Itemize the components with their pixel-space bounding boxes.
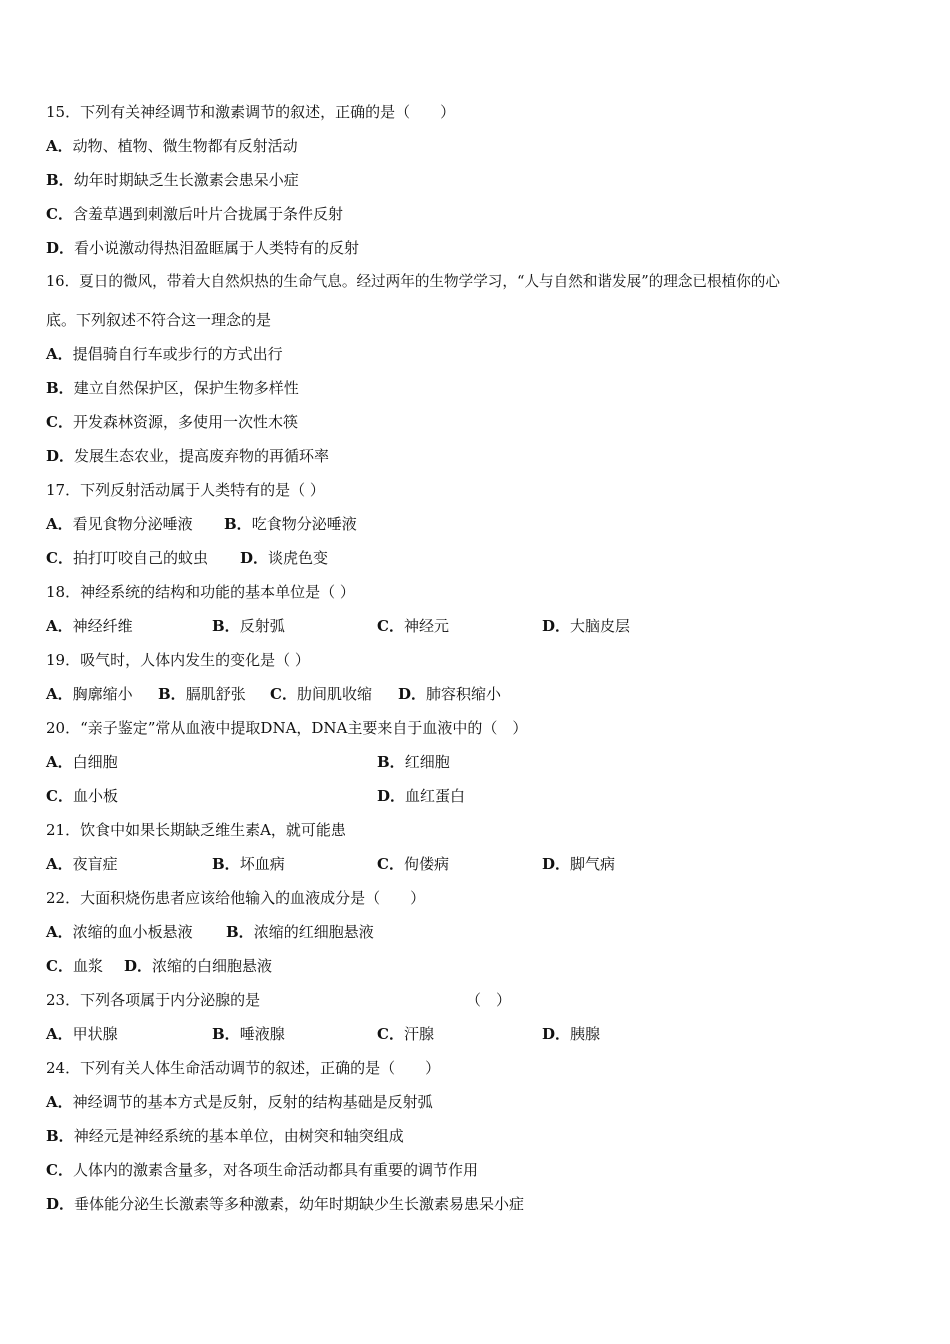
option-text: 血小板 — [72, 787, 118, 805]
option-text: 垂体能分泌生长激素等多种激素，幼年时期缺少生长激素易患呆小症 — [74, 1195, 525, 1213]
question-22-options-row-1 — [46, 922, 926, 942]
option-label: B． — [46, 1127, 74, 1145]
option-label: A． — [46, 617, 73, 635]
option-text: 开发森林资源，多使用一次性木筷 — [72, 413, 298, 431]
question-19-stem: 19．吸气时，人体内发生的变化是（ ） — [46, 651, 310, 669]
option-label: B． — [46, 379, 74, 397]
option-label: C． — [377, 855, 404, 873]
option-text: 红细胞 — [404, 753, 450, 771]
option-label: C． — [46, 957, 73, 975]
option-label: B． — [158, 685, 186, 703]
question-16-stem: 16．夏日的微风，带着大自然炽热的生命气息。经过两年的生物学学习，“人与自然和谐发展”的理念已根植你的心 — [46, 273, 780, 290]
question-19-options — [46, 684, 926, 704]
question-17-options-row-2 — [46, 548, 926, 568]
question-15-stem: 15．下列有关神经调节和激素调节的叙述，正确的是（ ） — [46, 103, 456, 121]
question-16-stem-continued: 底。下列叙述不符合这一理念的是 — [46, 311, 272, 329]
question-20-stem: 20．“亲子鉴定”常从血液中提取DNA，DNA主要来自于血液中的（ ） — [46, 719, 528, 737]
option-text: 夜盲症 — [72, 855, 118, 873]
option-text: 肺容积缩小 — [426, 685, 502, 703]
question-17-options-row-1 — [46, 514, 926, 534]
option-text: 血浆 — [72, 957, 103, 975]
option-label: B． — [46, 171, 74, 189]
option-text: 胰腺 — [570, 1025, 601, 1043]
option-text: 反射弧 — [239, 617, 285, 635]
option-text: 幼年时期缺乏生长激素会患呆小症 — [73, 171, 299, 189]
option-label: C． — [377, 617, 404, 635]
option-text: 神经元 — [403, 617, 449, 635]
question-16-option-b — [46, 378, 299, 398]
option-label: D． — [542, 1025, 571, 1043]
option-text: 大脑皮层 — [570, 617, 631, 635]
option-text: 白细胞 — [72, 753, 118, 771]
option-label: D． — [124, 957, 153, 975]
option-text: 胸廓缩小 — [72, 685, 133, 703]
question-16-option-c — [46, 412, 298, 432]
option-text: 建立自然保护区，保护生物多样性 — [73, 379, 299, 397]
option-label: A． — [46, 1025, 73, 1043]
option-text: 人体内的激素含量多，对各项生命活动都具有重要的调节作用 — [72, 1161, 478, 1179]
option-label: D． — [46, 447, 75, 465]
question-17-stem: 17．下列反射活动属于人类特有的是（ ） — [46, 481, 325, 499]
option-label: C． — [46, 205, 73, 223]
question-20-options-row-2 — [46, 786, 926, 806]
option-text: 坏血病 — [239, 855, 285, 873]
option-text: 神经元是神经系统的基本单位，由树突和轴突组成 — [73, 1127, 404, 1145]
option-label: A． — [46, 345, 73, 363]
question-24-option-a — [46, 1092, 433, 1112]
option-text: 看见食物分泌唾液 — [72, 515, 193, 533]
question-24-option-c — [46, 1160, 478, 1180]
option-label: D． — [46, 239, 75, 257]
question-16-option-a — [46, 344, 283, 364]
answer-bracket: （ ） — [466, 991, 512, 1009]
option-label: C． — [46, 1161, 73, 1179]
option-text: 吃食物分泌唾液 — [251, 515, 357, 533]
option-label: B． — [226, 923, 254, 941]
option-text: 提倡骑自行车或步行的方式出行 — [72, 345, 283, 363]
question-15-option-c — [46, 204, 343, 224]
question-22-options-row-2 — [46, 956, 926, 976]
option-text: 谈虎色变 — [268, 549, 329, 567]
option-text: 含羞草遇到刺激后叶片合拢属于条件反射 — [72, 205, 343, 223]
option-label: C． — [377, 1025, 404, 1043]
question-18-stem: 18．神经系统的结构和功能的基本单位是（ ） — [46, 583, 355, 601]
option-text: 神经调节的基本方式是反射，反射的结构基础是反射弧 — [72, 1093, 433, 1111]
option-text: 神经纤维 — [72, 617, 133, 635]
question-24-stem: 24．下列有关人体生命活动调节的叙述，正确的是（ ） — [46, 1059, 441, 1077]
option-label: A． — [46, 137, 73, 155]
question-15-option-d — [46, 238, 359, 258]
option-text: 汗腺 — [403, 1025, 434, 1043]
option-label: C． — [46, 549, 73, 567]
question-21-stem: 21．饮食中如果长期缺乏维生素A，就可能患 — [46, 821, 346, 839]
option-label: A． — [46, 685, 73, 703]
option-label: C． — [46, 413, 73, 431]
question-24-option-d — [46, 1194, 524, 1214]
option-text: 发展生态农业，提高废弃物的再循环率 — [74, 447, 330, 465]
option-label: A． — [46, 855, 73, 873]
option-text: 拍打叮咬自己的蚊虫 — [72, 549, 208, 567]
option-text: 唾液腺 — [239, 1025, 285, 1043]
option-label: D． — [542, 617, 571, 635]
option-text: 脚气病 — [570, 855, 616, 873]
question-18-options — [46, 616, 926, 636]
option-label: D． — [542, 855, 571, 873]
option-label: B． — [212, 617, 240, 635]
question-21-options — [46, 854, 926, 874]
option-label: D． — [240, 549, 269, 567]
question-24-option-b — [46, 1126, 404, 1146]
question-20-options-row-1 — [46, 752, 926, 772]
option-label: C． — [46, 787, 73, 805]
option-label: A． — [46, 1093, 73, 1111]
option-label: A． — [46, 515, 73, 533]
option-label: B． — [212, 855, 240, 873]
option-text: 浓缩的白细胞悬液 — [152, 957, 273, 975]
question-22-stem: 22．大面积烧伤患者应该给他输入的血液成分是（ ） — [46, 889, 426, 907]
option-label: A． — [46, 923, 73, 941]
option-text: 甲状腺 — [72, 1025, 118, 1043]
option-text: 血红蛋白 — [405, 787, 466, 805]
option-text: 看小说激动得热泪盈眶属于人类特有的反射 — [74, 239, 360, 257]
option-label: D． — [46, 1195, 75, 1213]
option-text: 浓缩的红细胞悬液 — [253, 923, 374, 941]
question-23-stem: 23．下列各项属于内分泌腺的是 — [46, 991, 261, 1009]
option-text: 膈肌舒张 — [185, 685, 246, 703]
option-label: D． — [377, 787, 406, 805]
question-15-option-b — [46, 170, 299, 190]
option-text: 肋间肌收缩 — [296, 685, 372, 703]
question-23-stem-row — [46, 990, 926, 1010]
option-label: A． — [46, 753, 73, 771]
option-label: D． — [398, 685, 427, 703]
option-text: 动物、植物、微生物都有反射活动 — [72, 137, 298, 155]
question-15-option-a — [46, 136, 298, 156]
question-23-options — [46, 1024, 926, 1044]
option-label: C． — [270, 685, 297, 703]
question-16-option-d — [46, 446, 329, 466]
option-text: 浓缩的血小板悬液 — [72, 923, 193, 941]
option-text: 佝偻病 — [403, 855, 449, 873]
option-label: B． — [377, 753, 405, 771]
option-label: B． — [212, 1025, 240, 1043]
option-label: B． — [224, 515, 252, 533]
